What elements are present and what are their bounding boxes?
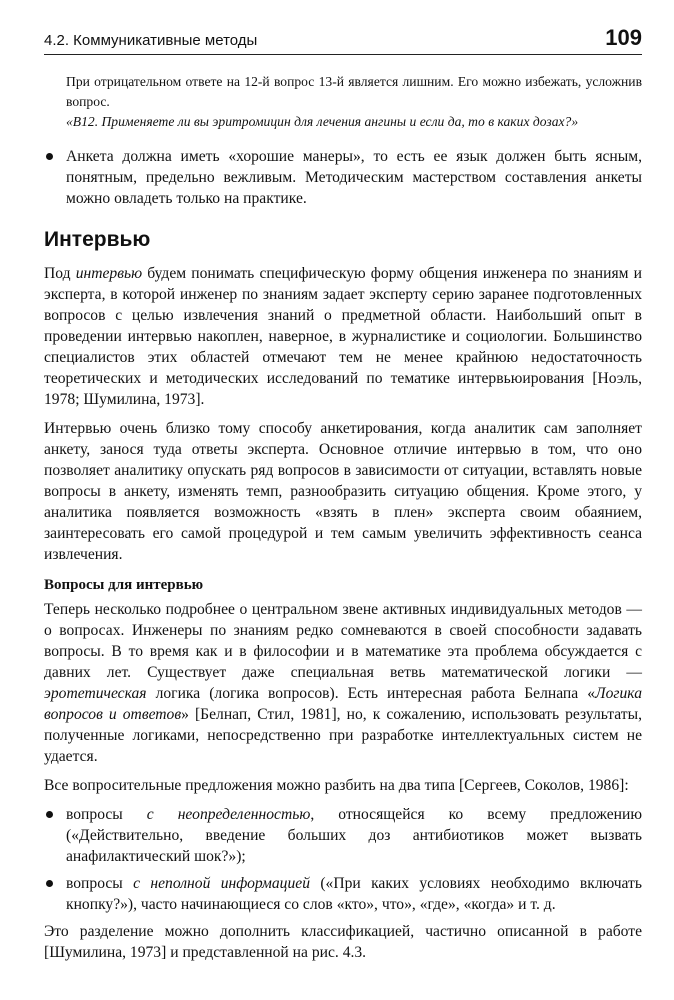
- bu-after: , относящейся ко всему предложению («Действительно, введение больших доз антибиотиков может вызвать анафилактический шок?»);: [66, 806, 642, 865]
- paragraph-classification: Это разделение можно дополнить классификацией, частично описанной в работе [Шумилина, 1973] и представленной на рис. 4.3.: [44, 923, 642, 961]
- bullet-manners: [44, 146, 642, 209]
- note-paragraph: При отрицательном ответе на 12-й вопрос 13-й является лишним. Его можно избежать, усложнив вопрос.: [66, 74, 642, 109]
- page-number: 109: [605, 25, 642, 50]
- bi-after: («При каких условиях необходимо включать кнопку?»), часто начинающиеся со слов «кто», что», «где», «когда» и т. д.: [66, 875, 642, 913]
- paragraph-question-types: Все вопросительные предложения можно разбить на два типа [Сергеев, Соколов, 1986]:: [44, 777, 629, 794]
- bullet-incomplete: [44, 873, 642, 915]
- example-question: «В12. Применяете ли вы эритромицин для лечения ангины и если да, то в каких дозах?»: [66, 114, 579, 129]
- p3-before: Теперь несколько подробнее о центральном звене активных индивидуальных методов — о вопросах. Инженеры по знаниям редко сомневаются в своей способности задавать вопросы. В то время как и в философии и в математике эта проблема обсуждается с давних лет. Существует даже специальная ветвь математической логики —: [44, 601, 642, 681]
- section-title: Интервью: [44, 228, 151, 251]
- p3-middle: логика (логика вопросов). Есть интересная работа Белнапа «: [146, 685, 596, 702]
- running-title: 4.2. Коммуникативные методы: [44, 32, 258, 49]
- bi-before: вопросы: [66, 875, 134, 892]
- p3-after: » [Белнап, Стил, 1981], но, к сожалению, использовать результаты, полученные логиками, непосредственно при разработке интеллектуальных систем не удается.: [44, 706, 642, 765]
- bullet-manners-text: Анкета должна иметь «хорошие манеры», то есть ее язык должен быть ясным, понятным, предельно вежливым. Методическим мастерством составления анкеты можно овладеть только на практике.: [66, 148, 642, 207]
- term-uncertainty: с неопределенностью: [146, 806, 311, 823]
- paragraph-interview-definition: [44, 263, 642, 410]
- term-incomplete: с неполной информацией: [133, 875, 310, 892]
- term-interview: интервью: [75, 265, 143, 282]
- bullet-uncertainty: [44, 804, 642, 867]
- term-belnap-title: Логика вопросов и ответов: [44, 685, 642, 723]
- p1-after: будем понимать специфическую форму общения инженера по знаниям и эксперта, в которой инженер по знаниям задает эксперту серию заранее подготовленных вопросов с целью извлечения знаний о предметной области. Наибольший опыт в проведении интервью накоплен, наверное, в журналистике и социологии. Большинство специалистов этих областей отмечают тем не менее крайнюю недостаточность теоретических и методических исследований по тематике интервьюирования [Ноэль, 1978; Шумилина, 1973].: [44, 265, 642, 408]
- page-content: [44, 72, 642, 971]
- term-erotetic: эротетическая: [44, 685, 147, 702]
- paragraph-questions: [44, 599, 642, 767]
- paragraph-interview-vs-survey: Интервью очень близко тому способу анкетирования, когда аналитик сам заполняет анкету, занося туда ответы эксперта. Основное отличие интервью в том, что оно позволяет аналитику опускать ряд вопросов в зависимости от ситуации, вставлять новые вопросы в анкету, изменять темп, разнообразить ситуацию общения. Кроме этого, у аналитика появляется возможность «взять в плен» эксперта своим обаянием, заинтересовать его самой процедурой и тем самым увеличить эффективность сеанса извлечения.: [44, 420, 642, 563]
- p1-before: Под: [44, 265, 76, 282]
- subsection-title: Вопросы для интервью: [44, 577, 204, 593]
- bu-before: вопросы: [66, 806, 147, 823]
- page-header: [44, 22, 642, 55]
